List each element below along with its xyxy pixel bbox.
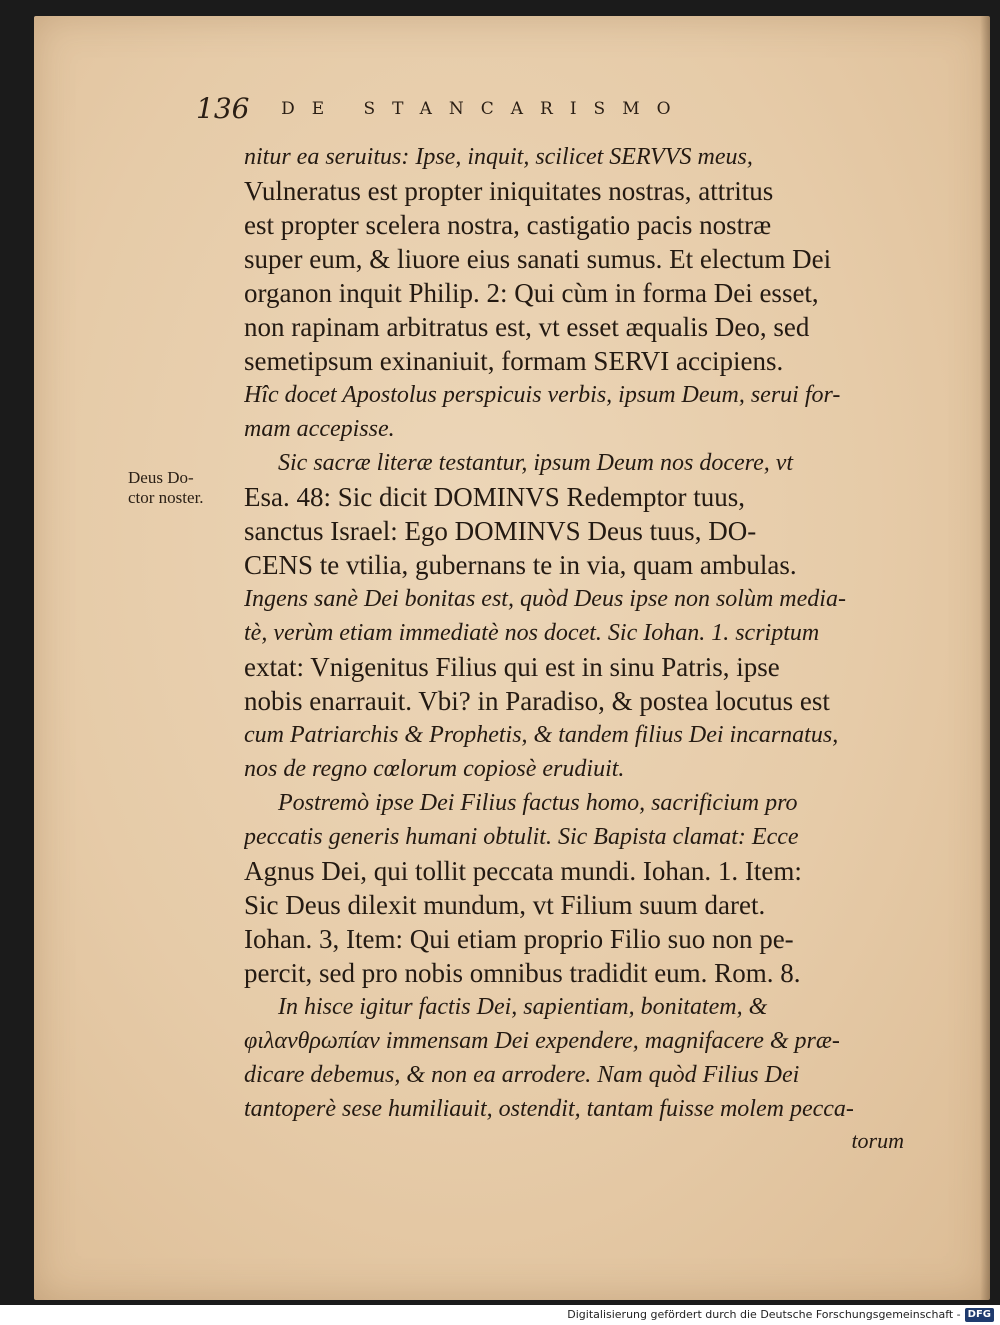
dfg-logo: DFG [965, 1308, 994, 1322]
marginal-note-line: ctor noster. [128, 488, 204, 507]
page-number: 136 [196, 92, 250, 125]
text-line: nitur ea seruitus: Ipse, inquit, scilicet SERVVS meus, [244, 144, 753, 170]
text-line: Hîc docet Apostolus perspicuis verbis, ipsum Deum, serui for- [244, 382, 841, 408]
marginal-note [128, 468, 240, 508]
text-line: dicare debemus, & non ea arrodere. Nam quòd Filius Dei [244, 1062, 800, 1088]
text-line: Ingens sanè Dei bonitas est, quòd Deus ipse non solùm media- [244, 586, 846, 612]
catchword: torum [851, 1128, 904, 1153]
text-line: mam accepisse. [244, 416, 395, 442]
text-line: nos de regno cœlorum copiosè erudiuit. [244, 756, 625, 782]
body-text [244, 140, 904, 1156]
page-edge-shadow [980, 16, 990, 1300]
running-title: DE STANCARISMO [281, 99, 688, 119]
text-line: tè, verùm etiam immediatè nos docet. Sic Iohan. 1. scriptum [244, 620, 820, 646]
text-line: est propter scelera nostra, castigatio pacis nostræ [244, 210, 772, 240]
text-line: Sic Deus dilexit mundum, vt Filium suum daret. [244, 890, 766, 920]
text-line: Sic sacræ literæ testantur, ipsum Deum nos docere, vt [278, 450, 794, 476]
running-head [196, 92, 836, 125]
text-line: In hisce igitur factis Dei, sapientiam, bonitatem, & [278, 994, 768, 1020]
text-line: percit, sed pro nobis omnibus tradidit eum. Rom. 8. [244, 958, 801, 988]
text-line: φιλανθρωπίαν immensam Dei expendere, magnifacere & præ- [244, 1028, 840, 1054]
text-line: extat: Vnigenitus Filius qui est in sinu Patris, ipse [244, 652, 780, 682]
text-line: super eum, & liuore eius sanati sumus. Et electum Dei [244, 244, 832, 274]
text-line: Agnus Dei, qui tollit peccata mundi. Iohan. 1. Item: [244, 856, 802, 886]
digitization-footer [0, 1305, 1000, 1325]
text-line: sanctus Israel: Ego DOMINVS Deus tuus, DO- [244, 516, 757, 546]
text-line: nobis enarrauit. Vbi? in Paradiso, & postea locutus est [244, 686, 830, 716]
text-line: Esa. 48: Sic dicit DOMINVS Redemptor tuus, [244, 482, 745, 512]
text-line: cum Patriarchis & Prophetis, & tandem filius Dei incarnatus, [244, 722, 839, 748]
marginal-note-line: Deus Do- [128, 468, 194, 487]
text-line: semetipsum exinaniuit, formam SERVI accipiens. [244, 346, 784, 376]
text-line: CENS te vtilia, gubernans te in via, quam ambulas. [244, 550, 797, 580]
text-line: Iohan. 3, Item: Qui etiam proprio Filio suo non pe- [244, 924, 794, 954]
footer-credit: Digitalisierung gefördert durch die Deutsche Forschungsgemeinschaft - [567, 1308, 961, 1321]
text-line: tantoperè sese humiliauit, ostendit, tantam fuisse molem pecca- [244, 1096, 854, 1122]
text-line: non rapinam arbitratus est, vt esset æqualis Deo, sed [244, 312, 810, 342]
text-line: peccatis generis humani obtulit. Sic Bapista clamat: Ecce [244, 824, 799, 850]
text-line: Postremò ipse Dei Filius factus homo, sacrificium pro [278, 790, 798, 816]
text-line: Vulneratus est propter iniquitates nostras, attritus [244, 176, 774, 206]
text-line: organon inquit Philip. 2: Qui cùm in forma Dei esset, [244, 278, 819, 308]
